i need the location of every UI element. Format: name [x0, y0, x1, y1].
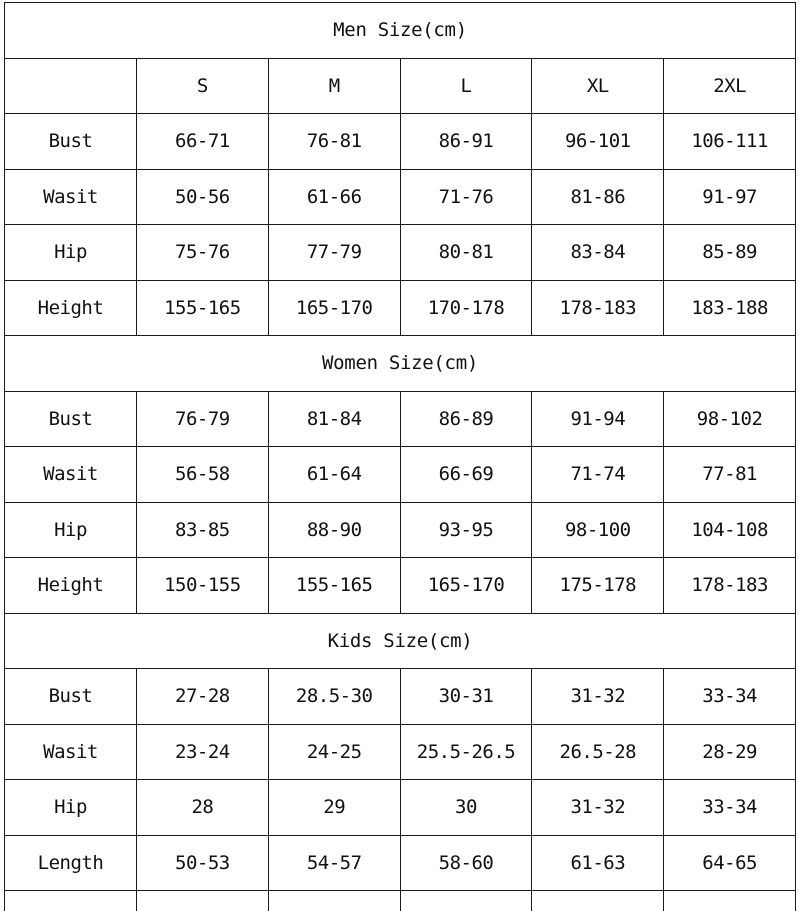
- table-cell: 86-91: [400, 114, 532, 170]
- table-cell: 54-57: [268, 835, 400, 891]
- table-cell: 98-100: [532, 502, 664, 558]
- row-label: Hip: [5, 502, 137, 558]
- table-cell: 61-63: [532, 835, 664, 891]
- table-row: [5, 280, 796, 336]
- header-size-2xl: 2XL: [664, 58, 796, 114]
- table-cell: [268, 891, 400, 911]
- table-cell: 85-89: [664, 225, 796, 281]
- table-cell: 29: [268, 780, 400, 836]
- table-row: [5, 447, 796, 503]
- table-cell: 91-97: [664, 169, 796, 225]
- header-blank-cell: [5, 58, 137, 114]
- row-label: Height: [5, 280, 137, 336]
- row-label: Bust: [5, 669, 137, 725]
- table-cell: 25.5-26.5: [400, 724, 532, 780]
- table-cell: 23-24: [137, 724, 269, 780]
- table-cell: 165-170: [400, 558, 532, 614]
- table-row: [5, 669, 796, 725]
- row-label: Length: [5, 835, 137, 891]
- table-cell: 178-183: [664, 558, 796, 614]
- table-cell: 28.5-30: [268, 669, 400, 725]
- table-cell: 28: [137, 780, 269, 836]
- section-title-row: [5, 336, 796, 392]
- table-cell: 50-53: [137, 835, 269, 891]
- table-cell: [5, 891, 137, 911]
- table-cell: 83-84: [532, 225, 664, 281]
- table-cell: 66-69: [400, 447, 532, 503]
- table-cell: 58-60: [400, 835, 532, 891]
- section-title-row: [5, 3, 796, 59]
- table-cell: 150-155: [137, 558, 269, 614]
- table-cell: 31-32: [532, 780, 664, 836]
- table-cell: 61-66: [268, 169, 400, 225]
- table-cell: 27-28: [137, 669, 269, 725]
- table-row: [5, 169, 796, 225]
- table-cell: 80-81: [400, 225, 532, 281]
- header-size-xl: XL: [532, 58, 664, 114]
- table-cell: 155-165: [268, 558, 400, 614]
- table-cell: 165-170: [268, 280, 400, 336]
- row-label: Wasit: [5, 169, 137, 225]
- table-cell: 77-81: [664, 447, 796, 503]
- table-cell: 76-79: [137, 391, 269, 447]
- row-label: Wasit: [5, 724, 137, 780]
- table-cell: 77-79: [268, 225, 400, 281]
- table-cell: 33-34: [664, 780, 796, 836]
- row-label: Hip: [5, 780, 137, 836]
- table-row: [5, 114, 796, 170]
- table-cell: 76-81: [268, 114, 400, 170]
- men-size-title: Men Size(cm): [5, 3, 796, 59]
- table-cell: 24-25: [268, 724, 400, 780]
- table-cell: [532, 891, 664, 911]
- table-cell: 28-29: [664, 724, 796, 780]
- table-cell: 56-58: [137, 447, 269, 503]
- table-cell: 31-32: [532, 669, 664, 725]
- table-row: [5, 558, 796, 614]
- size-header-row: [5, 58, 796, 114]
- table-cell: 66-71: [137, 114, 269, 170]
- row-label: Wasit: [5, 447, 137, 503]
- table-cell: 71-74: [532, 447, 664, 503]
- table-cell: 75-76: [137, 225, 269, 281]
- table-cell: 170-178: [400, 280, 532, 336]
- table-cell: 104-108: [664, 502, 796, 558]
- table-row: [5, 502, 796, 558]
- table-cell: 61-64: [268, 447, 400, 503]
- row-label: Bust: [5, 391, 137, 447]
- table-cell: 64-65: [664, 835, 796, 891]
- table-cell: 88-90: [268, 502, 400, 558]
- table-row: [5, 780, 796, 836]
- table-cell: 81-84: [268, 391, 400, 447]
- table-cell: 96-101: [532, 114, 664, 170]
- table-cell: 30: [400, 780, 532, 836]
- table-cell: [664, 891, 796, 911]
- table-row: [5, 225, 796, 281]
- table-row: [5, 835, 796, 891]
- table-cell: 178-183: [532, 280, 664, 336]
- header-size-s: S: [137, 58, 269, 114]
- women-size-title: Women Size(cm): [5, 336, 796, 392]
- section-title-row: [5, 613, 796, 669]
- table-cell: 106-111: [664, 114, 796, 170]
- size-chart-table: [4, 2, 796, 911]
- table-cell: 26.5-28: [532, 724, 664, 780]
- table-cell: 91-94: [532, 391, 664, 447]
- table-cell: 175-178: [532, 558, 664, 614]
- table-cell: 155-165: [137, 280, 269, 336]
- header-size-m: M: [268, 58, 400, 114]
- kids-size-title: Kids Size(cm): [5, 613, 796, 669]
- table-row-cutoff: [5, 891, 796, 911]
- header-size-l: L: [400, 58, 532, 114]
- table-cell: 30-31: [400, 669, 532, 725]
- table-cell: [137, 891, 269, 911]
- table-cell: [400, 891, 532, 911]
- table-row: [5, 724, 796, 780]
- table-cell: 98-102: [664, 391, 796, 447]
- row-label: Bust: [5, 114, 137, 170]
- row-label: Height: [5, 558, 137, 614]
- table-cell: 33-34: [664, 669, 796, 725]
- table-cell: 86-89: [400, 391, 532, 447]
- table-cell: 83-85: [137, 502, 269, 558]
- row-label: Hip: [5, 225, 137, 281]
- table-cell: 71-76: [400, 169, 532, 225]
- table-cell: 50-56: [137, 169, 269, 225]
- table-cell: 183-188: [664, 280, 796, 336]
- table-cell: 81-86: [532, 169, 664, 225]
- table-row: [5, 391, 796, 447]
- table-cell: 93-95: [400, 502, 532, 558]
